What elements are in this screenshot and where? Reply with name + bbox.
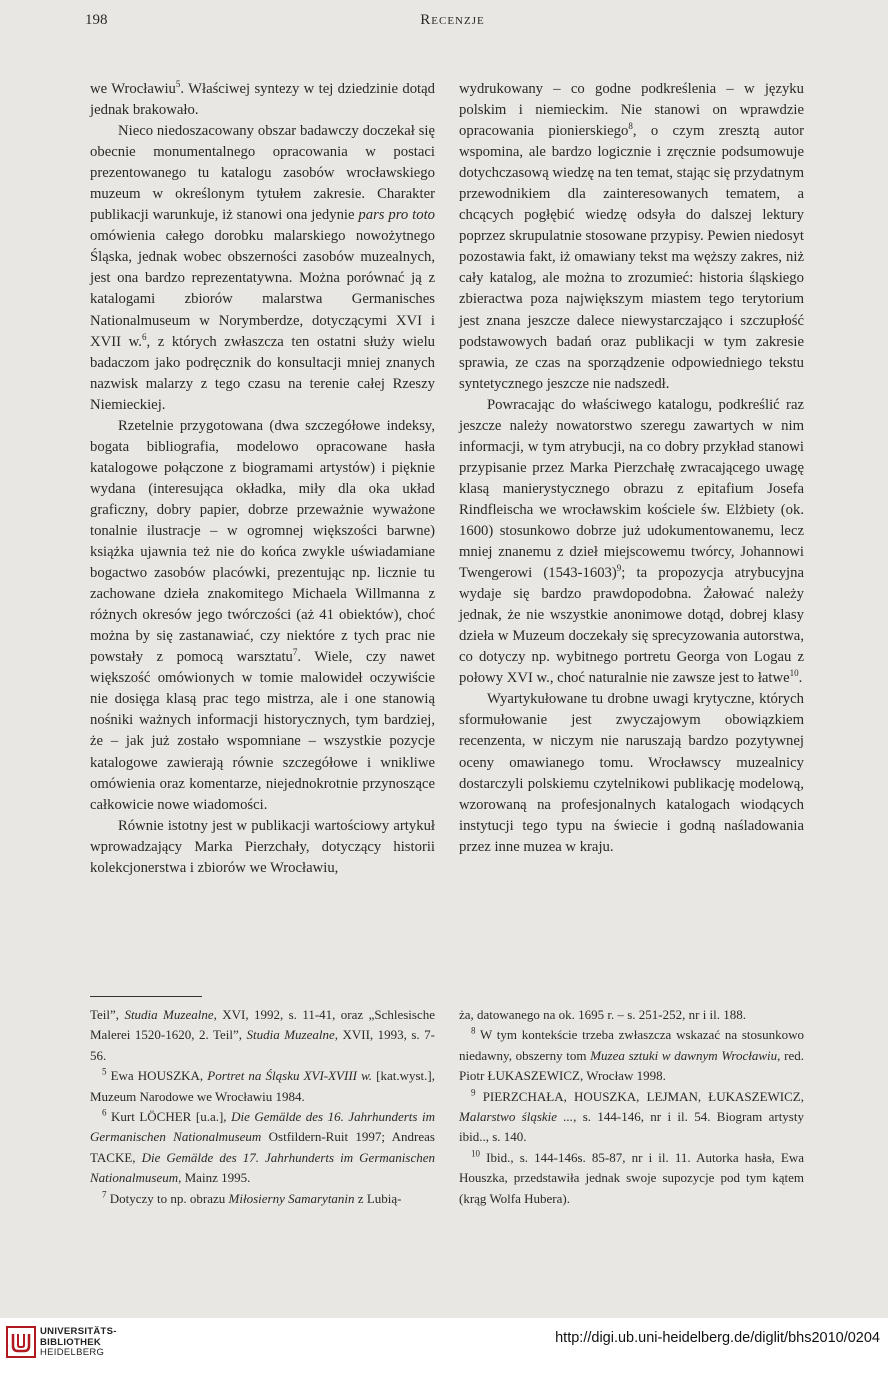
body-paragraph: Równie istotny jest w publikacji wartościowy artykuł wprowadzający Marka Pierzchały, dotyczący historii kolekcjonerstwa i zbiorów we Wrocławiu, <box>90 817 435 876</box>
footnotes-right <box>459 1005 804 1209</box>
library-footer <box>0 1318 888 1381</box>
body-paragraph: we Wrocławiu$^5$. Właściwej syntezy w tej dziedzinie dotąd jednak brakowało. <box>90 79 435 119</box>
body-paragraph: Nieco niedoszacowany obszar badawczy doczekał się obecnie monumentalnego opracowania w postaci prezentowanego tu katalogu zasobów wrocławskiego muzeum w określonym tytułem zakresie. Charakter publikacji warunkuje, iż stanowi ona jedynie pars pro toto omówienia całego dorobku malarskiego nowożytnego Śląska, jednak wobec obszerności zasobów muzealnych, jest ona bardzo reprezentatywna. Można porównać ją z katalogami zbiorów malarstwa Germanisches Nationalmuseum w Norymberdze, dotyczącymi XVI i XVII w.$^6$, z których zwłaszcza ten ostatni służy wielu badaczom jako podręcznik do konsultacji mniej znanych nazwisk malarzy z tego czasu na terenie całej Rzeszy Niemieckiej. <box>90 123 435 413</box>
library-logo-text <box>40 1327 117 1359</box>
page-number: 198 <box>85 12 108 28</box>
footnote-separator <box>90 996 202 997</box>
footnote: Teil”, Studia Muzealne, XVI, 1992, s. 11-41, oraz „Schlesische Malerei 1520-1620, 2. Teil”, Studia Muzealne, XVII, 1993, s. 7-56. <box>90 1007 435 1063</box>
body-paragraph: Wyartykułowane tu drobne uwagi krytyczne, których sformułowanie jest zwyczajowym obowiązkiem recenzenta, w niczym nie naruszają bardzo pozytywnej oceny omawianego tomu. Wrocławscy muzealnicy dostarczyli polskiemu czytelnikowi publikację modelową, wzorowaną na profesjonalnych katalogach wiodących instytucji tego typu na świecie i godną naśladowania przez inne muzea w kraju. <box>459 691 804 855</box>
logo-line-1: UNIVERSITÄTS- <box>40 1326 117 1337</box>
source-url-link[interactable]: http://digi.ub.uni-heidelberg.de/diglit/bhs2010/0204 <box>555 1330 880 1346</box>
running-head <box>85 12 820 34</box>
body-column-left <box>90 79 435 879</box>
body-paragraph: Powracając do właściwego katalogu, podkreślić raz jeszcze należy nowatorstwo szeregu zawartych w nim informacji, w tym atrybucji, na co dobry przykład stanowi przypisanie przez Marka Pierzchałę zwracającego uwagę klasą manierystycznego obrazu z epitafium Josefa Rindfleischa we wrocławskim kościele św. Elżbiety (ok. 1600) stosunkowo dobrze już udokumentowanemu, lecz mniej znanemu z dzieł miejscowemu twórcy, Johannowi Twengerowi (1543-1603)$^9$; ta propozycja atrybucyjna wydaje się bardzo prawdopodobna. Żałować należy jednak, że nie wszystkie anonimowe dotąd, dobrej klasy dzieła w Muzeum doczekały się sprecyzowania autorstwa, co dotyczy np. wybitnego portretu Georga von Logau z połowy XVI w., choć naturalnie nie zawsze jest to łatwe$^{10}$. <box>459 396 804 687</box>
footnote: $^9$ PIERZCHAŁA, HOUSZKA, LEJMAN, ŁUKASZEWICZ, Malarstwo śląskie ..., s. 144-146, nr i il. 54. Biogram artysty ibid.., s. 140. <box>459 1087 804 1145</box>
logo-line-3: HEIDELBERG <box>40 1347 105 1358</box>
footnote: $^8$ W tym kontekście trzeba zwłaszcza wskazać na stosunkowo niedawny, obszerny tom Muzea sztuki w dawnym Wrocławiu, red. Piotr ŁUKASZEWICZ, Wrocław 1998. <box>459 1026 804 1084</box>
footnote: $^7$ Dotyczy to np. obrazu Miłosierny Samarytanin z Lubią- <box>102 1189 402 1206</box>
footnote: $^6$ Kurt LÖCHER [u.a.], Die Gemälde des 16. Jahrhunderts im Germanischen Nationalmuseum Ostfildern-Ruit 1997; Andreas TACKE, Die Gemälde des 17. Jahrhunderts im Germanischen Nationalmuseum, Mainz 1995. <box>90 1107 435 1186</box>
body-paragraph: Rzetelnie przygotowana (dwa szczegółowe indeksy, bogata bibliografia, modelowo opracowane hasła katalogowe połączone z biogramami artystów) i pięknie wydana (interesująca okładka, miły dla oka układ graficzny, dobry papier, dobrze przeważnie wyważone tonalnie ilustracje – w ogromnej większości barwne) książka ujawnia też nie do końca zwykle uświadamiane bogactwo zasobów placówki, prezentując np. licznie tu zachowane dzieła znakomitego Michaela Willmanna z różnych okresów jego twórczości (aż 41 obiektów), choć można by się zastanawiać, czy niektóre z tych prac nie powstały z pomocą warsztatu$^7$. Wiele, czy nawet większość omówionych w tomie malowideł oczywiście nie dosięga klasą prac tego mistrza, ale i one stanowią nośniki ważnych informacji historycznych, tym bardziej, że – jak już zostało wspomniane – wszystkie pozycje katalogowe zawierają równie szczegółowe i wnikliwe omówienia oraz komentarze, niejednokrotnie przynoszące całkowicie nowe wiadomości. <box>90 417 435 813</box>
logo-line-2: BIBLIOTHEK <box>40 1336 102 1348</box>
footnotes-left <box>90 1005 435 1209</box>
footnote: ża, datowanego na ok. 1695 r. – s. 251-252, nr i il. 188. <box>459 1007 747 1022</box>
library-logo-icon <box>6 1326 36 1358</box>
section-title: Recenzje <box>420 12 485 28</box>
body-paragraph: wydrukowany – co godne podkreślenia – w języku polskim i niemieckim. Nie stanowi on wprawdzie opracowania pionierskiego$^8$, o czym zresztą autor wspomina, ale bardzo logicznie i zręcznie podsumowuje dotychczasową wiedzę na ten temat, stając się przydatnym przewodnikiem dla zainteresowanych tematem, a chcących pogłębić wiedzę odsyła do dalszej lektury poprzez skrupulatnie stosowane przypisy. Pewien niedosyt pozostawia fakt, iż omawiany tekst ma węższy zakres, niż cały katalog, ale można to zrozumieć: historia śląskiego zbieractwa poza największym miastem tego terytorium jest znana jeszcze dalece niewystarczająco i szczupłość podstawowych badań oraz publikacji w tym zakresie sprawia, ze czas na sporządzenie odpowiedniego tekstu syntetycznego jeszcze nie nadszedł. <box>459 81 805 392</box>
body-column-right <box>459 79 804 858</box>
footnote: $^{10}$ Ibid., s. 144-146s. 85-87, nr i il. 11. Autorka hasła, Ewa Houszka, przedstawiła jednak swoje supozycje pod tym kątem (krąg Wolfa Hubera). <box>459 1148 804 1206</box>
footnote: $^5$ Ewa HOUSZKA, Portret na Śląsku XVI-XVIII w. [kat.wyst.], Muzeum Narodowe we Wrocławiu 1984. <box>90 1066 435 1104</box>
